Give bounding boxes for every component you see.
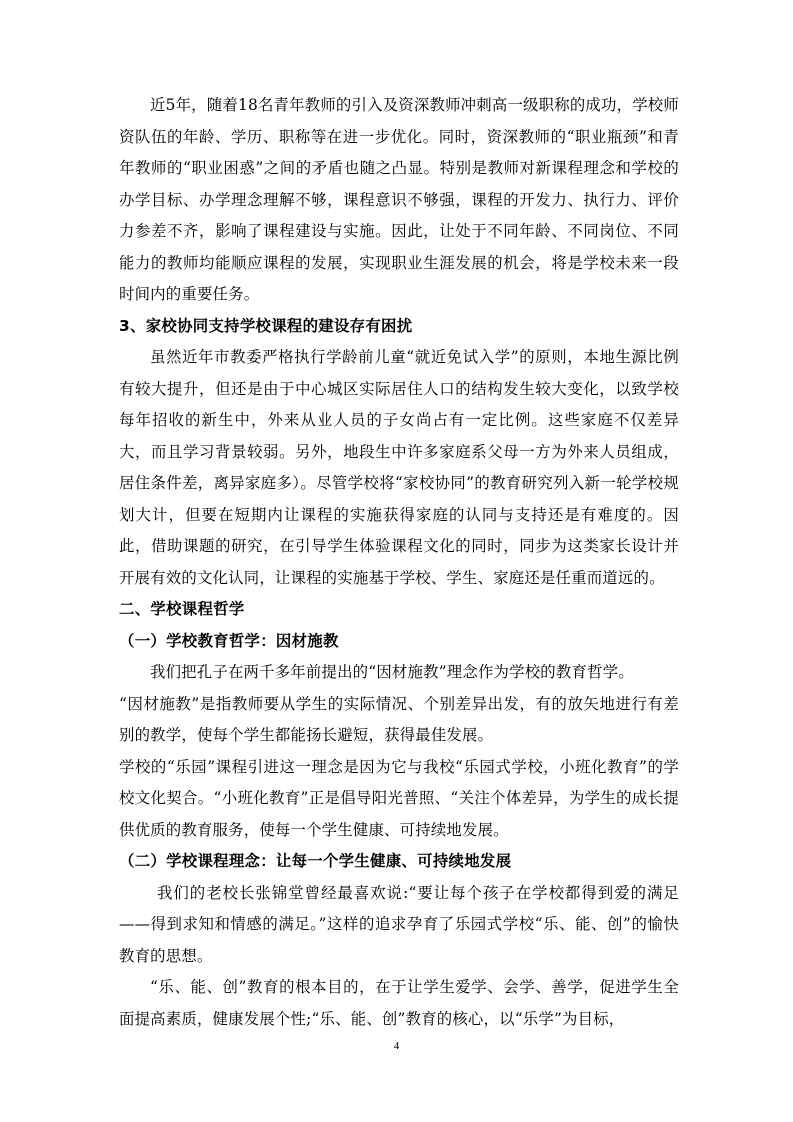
paragraph-home-school-difficulties: 虽然近年市教委严格执行学龄前儿童“就近免试入学”的原则，本地生源比例有较大提升，但还是由于中心城区实际居住人口的结构发生较大变化，以致学校每年招收的新生中，外来从业人员的子女尚占有一定比例。这些家庭不仅差异大，而且学习背景较弱。另外，地段生中许多家庭系父母一方为外来人员组成，居住条件差，离异家庭多）。尽管学校将“家校协同”的教育研究列入新一轮学校规划大计，但要在短期内让课程的实施获得家庭的认同与支持还是有难度的。因此，借助课题的研究，在引导学生体验课程文化的同时，同步为这类家长设计并开展有效的文化认同，让课程的实施基于学校、学生、家庭还是任重而道远的。 [119, 348, 679, 587]
paragraph-principal-quote: 我们的老校长张锦堂曾经最喜欢说:“要让每个孩子在学校都得到爱的满足——得到求知和情感的满足。”这样的追求孕育了乐园式学校“乐、能、创”的愉快教育的思想。 [119, 883, 679, 965]
paragraph-teacher-development: 近5年，随着18名青年教师的引入及资深教师冲刺高一级职称的成功，学校师资队伍的年龄、学历、职称等在进一步优化。同时，资深教师的“职业瓶颈”和青年教师的“职业困惑”之间的矛盾也随之凸显。特别是教师对新课程理念和学校的办学目标、办学理念理解不够，课程意识不够强，课程的开发力、执行力、评价力参差不齐，影响了课程建设与实施。因此，让处于不同年龄、不同岗位、不同能力的教师均能顺应课程的发展，实现职业生涯发展的机会，将是学校未来一段时间内的重要任务。 [119, 96, 679, 303]
page-number: 4 [393, 1040, 400, 1052]
paragraph-happy-education-goal: “乐、能、创”教育的根本目的，在于让学生爱学、会学、善学，促进学生全面提高素质，健康发展个性;“乐、能、创”教育的核心，以“乐学”为目标， [119, 978, 679, 1028]
heading-curriculum-philosophy: 二、学校课程哲学 [119, 600, 245, 618]
paragraph-confucius-idea: 我们把孔子在两千多年前提出的“因材施教”理念作为学校的教育哲学。 [150, 663, 634, 681]
paragraph-teaching-definition: “因材施教”是指教师要从学生的实际情况、个别差异出发，有的放矢地进行有差别的教学，使每个学生都能扬长避短，获得最佳发展。 [119, 694, 679, 744]
heading-curriculum-concept: （二）学校课程理念：让每一个学生健康、可持续地发展 [119, 852, 512, 870]
document-body [119, 90, 679, 1035]
heading-education-philosophy: （一）学校教育哲学：因材施教 [119, 631, 339, 650]
paragraph-school-culture: 学校的“乐园”课程引进这一理念是因为它与我校“乐园式学校，小班化教育”的学校文化契合。“小班化教育”正是倡导阳光普照、“关注个体差异，为学生的成长提供优质的教育服务，使每一个学生健康、可持续地发展。 [119, 757, 679, 839]
heading-home-school-collaboration: 3、家校协同支持学校课程的建设存有困扰 [119, 316, 413, 335]
